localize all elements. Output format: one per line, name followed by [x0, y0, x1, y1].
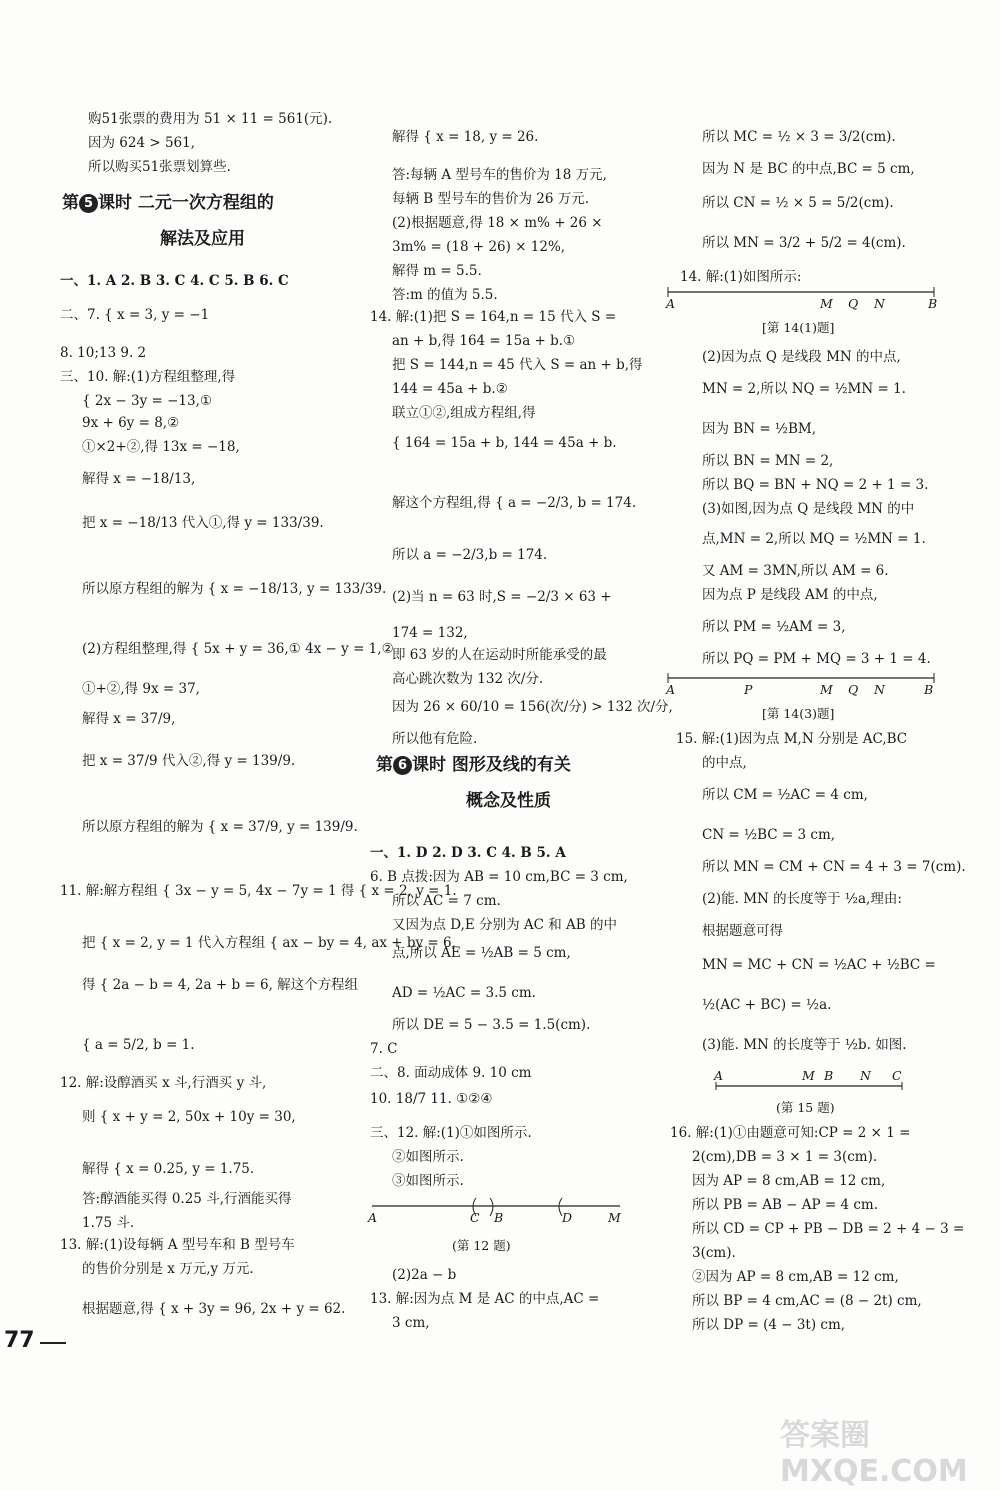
text-line: (2)因为点 Q 是线段 MN 的中点,: [702, 349, 901, 365]
text-line: 8. 10;13 9. 2: [60, 345, 147, 361]
text-line: 把 x = 37/9 代入②,得 y = 139/9.: [82, 753, 296, 769]
text-line: ①×2+②,得 13x = −18,: [82, 439, 240, 455]
figure-12-label-d: D: [562, 1210, 573, 1225]
figure-15-label-b: B: [824, 1068, 834, 1083]
text-line: 所以 CN = ½ × 5 = 5/2(cm).: [702, 195, 894, 211]
lesson-number-badge: 6: [393, 756, 412, 775]
text-line: 解得 { x = 18, y = 26.: [392, 129, 539, 145]
text-line: 所以 CD = CP + PB − DB = 2 + 4 − 3 =: [692, 1221, 965, 1237]
figure-14-3-caption: [第 14(3)题]: [762, 706, 835, 721]
text-line: MN = 2,所以 NQ = ½MN = 1.: [702, 381, 906, 397]
text-line: 所以 AC = 7 cm.: [392, 893, 501, 909]
figure-14-1-diagram: [664, 284, 940, 298]
text-line: 解得 x = −18/13,: [82, 471, 196, 487]
figure-14-1-label-q: Q: [848, 296, 859, 311]
text-line: 三、12. 解:(1)①如图所示.: [370, 1125, 532, 1141]
figure-14-1-label-b: B: [928, 296, 938, 311]
text-line: CN = ½BC = 3 cm,: [702, 827, 836, 843]
text-line: 所以 DE = 5 − 3.5 = 1.5(cm).: [392, 1017, 591, 1033]
figure-14-1-label-m: M: [820, 296, 833, 311]
page-number-rule: [40, 1342, 66, 1344]
text-line: 的中点,: [702, 755, 747, 771]
watermark-logo: 答案圈 MXQE.COM: [780, 1418, 968, 1489]
text-line: 答:醇酒能买得 0.25 斗,行酒能买得: [82, 1191, 292, 1207]
text-line: { 2x − 3y = −13,①: [82, 393, 212, 409]
text-line: 12. 解:设醇酒买 x 斗,行酒买 y 斗,: [60, 1075, 267, 1091]
text-line: 144 = 45a + b.②: [392, 381, 508, 397]
text-line: 每辆 B 型号车的售价为 26 万元.: [392, 191, 590, 207]
figure-14-1-caption: [第 14(1)题]: [762, 320, 835, 335]
figure-15-label-c: C: [892, 1068, 902, 1083]
text-line: 的售价分别是 x 万元,y 万元.: [82, 1261, 254, 1277]
text-line: (2)能. MN 的长度等于 ½a,理由:: [702, 891, 902, 907]
text-line: 所以 BP = 4 cm,AC = (8 − 2t) cm,: [692, 1293, 922, 1309]
text-line: 则 { x + y = 2, 50x + 10y = 30,: [82, 1109, 296, 1125]
text-line: 所以他有危险.: [392, 731, 478, 747]
lesson-6-heading: 第 6 课时 图形及线的有关: [376, 755, 571, 775]
text-line: 3 cm,: [392, 1315, 430, 1331]
text-line: 把 S = 144,n = 45 代入 S = an + b,得: [392, 357, 643, 373]
text-line: an + b,得 164 = 15a + b.①: [392, 333, 576, 349]
text-line: 所以 PM = ½AM = 3,: [702, 619, 846, 635]
figure-12-label-a: A: [368, 1210, 378, 1225]
text-line: 又因为点 D,E 分别为 AC 和 AB 的中: [392, 917, 617, 933]
figure-15-label-a: A: [714, 1068, 724, 1083]
text-line: 15. 解:(1)因为点 M,N 分别是 AC,BC: [676, 731, 908, 747]
text-line: 1.75 斗.: [82, 1215, 135, 1231]
figure-14-3-label-a: A: [666, 682, 676, 697]
text-line: ②因为 AP = 8 cm,AB = 12 cm,: [692, 1269, 899, 1285]
page-number: 77: [4, 1328, 35, 1353]
text-line: 6. B 点拨:因为 AB = 10 cm,BC = 3 cm,: [370, 869, 628, 885]
text-line: 所以 CM = ½AC = 4 cm,: [702, 787, 868, 803]
text-line: 联立①②,组成方程组,得: [392, 405, 536, 421]
text-line: 所以原方程组的解为 { x = −18/13, y = 133/39.: [82, 581, 387, 597]
text-line: 14. 解:(1)如图所示:: [680, 269, 802, 285]
text-line: 根据题意,得 { x + 3y = 96, 2x + y = 62.: [82, 1301, 346, 1317]
figure-15-label-m: M: [802, 1068, 815, 1083]
text-line: 即 63 岁的人在运动时所能承受的最: [392, 647, 607, 663]
text-line: 13. 解:(1)设每辆 A 型号车和 B 型号车: [60, 1237, 295, 1253]
text-line: 3(cm).: [692, 1245, 736, 1261]
text-line: 所以 a = −2/3,b = 174.: [392, 547, 548, 563]
text-line: { 164 = 15a + b, 144 = 45a + b.: [392, 435, 617, 451]
text-line: 16. 解:(1)①由题意可知:CP = 2 × 1 =: [670, 1125, 911, 1141]
text-line: 答:每辆 A 型号车的售价为 18 万元,: [392, 167, 607, 183]
text-line: { a = 5/2, b = 1.: [82, 1037, 195, 1053]
figure-14-1-label-n: N: [874, 296, 885, 311]
figure-14-3-label-m: M: [820, 682, 833, 697]
text-line: 三、10. 解:(1)方程组整理,得: [60, 369, 236, 385]
text-line: 解这个方程组,得 { a = −2/3, b = 174.: [392, 495, 637, 511]
text-line: ①+②,得 9x = 37,: [82, 681, 200, 697]
text-line: 所以 MC = ½ × 3 = 3/2(cm).: [702, 129, 896, 145]
text-line: 把 { x = 2, y = 1 代入方程组 { ax − by = 4, ax + by = 6,: [82, 935, 456, 951]
figure-14-3-label-b: B: [924, 682, 934, 697]
text-line: 因为 N 是 BC 的中点,BC = 5 cm,: [702, 161, 915, 177]
text-line: (3)能. MN 的长度等于 ½b. 如图.: [702, 1037, 907, 1053]
text-line: 所以 MN = CM + CN = 4 + 3 = 7(cm).: [702, 859, 966, 875]
text-line: 解得 m = 5.5.: [392, 263, 482, 279]
text-line: (2)2a − b: [392, 1267, 457, 1283]
text-line: 点,MN = 2,所以 MQ = ½MN = 1.: [702, 531, 926, 547]
lesson-5-heading: 第 5 课时 二元一次方程组的: [62, 193, 274, 213]
figure-14-3-label-p: P: [744, 682, 753, 697]
figure-12-label-b: B: [494, 1210, 504, 1225]
text-line: 二、7. { x = 3, y = −1: [60, 307, 210, 323]
figure-12-label-c: C: [470, 1210, 480, 1225]
text-line: 2(cm),DB = 3 × 1 = 3(cm).: [692, 1149, 878, 1165]
text-line: 9x + 6y = 8,②: [82, 415, 180, 431]
text-line: 一、1. D 2. D 3. C 4. B 5. A: [370, 845, 566, 861]
text-line: 因为点 P 是线段 AM 的中点,: [702, 587, 878, 603]
text-line: 所以 BQ = BN + NQ = 2 + 1 = 3.: [702, 477, 929, 493]
text-line: 14. 解:(1)把 S = 164,n = 15 代入 S =: [370, 309, 617, 325]
figure-15-caption: (第 15 题): [776, 1100, 835, 1115]
text-line: 高心跳次数为 132 次/分.: [392, 671, 544, 687]
text-line: (2)当 n = 63 时,S = −2/3 × 63 +: [392, 589, 612, 605]
figure-14-3-label-n: N: [874, 682, 885, 697]
text-line: ③如图所示.: [392, 1173, 464, 1189]
text-line: AD = ½AC = 3.5 cm.: [392, 985, 536, 1001]
lesson-5-heading-line2: 解法及应用: [160, 229, 245, 249]
text-line: 答:m 的值为 5.5.: [392, 287, 498, 303]
figure-15-diagram: [712, 1080, 906, 1092]
text-line: 13. 解:因为点 M 是 AC 的中点,AC =: [370, 1291, 600, 1307]
text-line: 解得 x = 37/9,: [82, 711, 176, 727]
text-line: 所以原方程组的解为 { x = 37/9, y = 139/9.: [82, 819, 358, 835]
text-line: 因为 624 > 561,: [88, 135, 196, 151]
figure-12-caption: (第 12 题): [452, 1238, 511, 1253]
lesson-number-badge: 5: [79, 194, 98, 213]
figure-15-label-n: N: [860, 1068, 871, 1083]
text-line: (3)如图,因为点 Q 是线段 MN 的中: [702, 501, 915, 517]
text-line: 所以 MN = 3/2 + 5/2 = 4(cm).: [702, 235, 906, 251]
text-line: (2)方程组整理,得 { 5x + y = 36,① 4x − y = 1,②: [82, 641, 394, 657]
text-line: 购51张票的费用为 51 × 11 = 561(元).: [88, 111, 333, 127]
text-line: MN = MC + CN = ½AC + ½BC =: [702, 957, 936, 973]
text-line: ½(AC + BC) = ½a.: [702, 997, 832, 1013]
text-line: 所以 DP = (4 − 3t) cm,: [692, 1317, 846, 1333]
text-line: 因为 BN = ½BM,: [702, 421, 817, 437]
figure-14-3-label-q: Q: [848, 682, 859, 697]
text-line: 174 = 132,: [392, 625, 468, 641]
text-line: 所以 PQ = PM + MQ = 3 + 1 = 4.: [702, 651, 931, 667]
text-line: 所以 BN = MN = 2,: [702, 453, 834, 469]
lesson-6-heading-line2: 概念及性质: [466, 791, 551, 811]
text-line: 所以 PB = AB − AP = 4 cm.: [692, 1197, 879, 1213]
text-line: 7. C: [370, 1041, 398, 1057]
figure-14-3-diagram: [664, 670, 940, 684]
figure-12-label-m: M: [608, 1210, 621, 1225]
text-line: 所以购买51张票划算些.: [88, 159, 231, 175]
text-line: 点,所以 AE = ½AB = 5 cm,: [392, 945, 571, 961]
text-line: 解得 { x = 0.25, y = 1.75.: [82, 1161, 255, 1177]
text-line: 因为 AP = 8 cm,AB = 12 cm,: [692, 1173, 886, 1189]
figure-14-1-label-a: A: [666, 296, 676, 311]
text-line: ②如图所示.: [392, 1149, 464, 1165]
text-line: 3m% = (18 + 26) × 12%,: [392, 239, 566, 255]
text-line: 根据题意可得: [702, 923, 783, 939]
text-line: 一、1. A 2. B 3. C 4. C 5. B 6. C: [60, 273, 289, 289]
text-line: 二、8. 面动成体 9. 10 cm: [370, 1065, 532, 1081]
text-line: 得 { 2a − b = 4, 2a + b = 6, 解这个方程组: [82, 977, 359, 993]
text-line: 11. 解:解方程组 { 3x − y = 5, 4x − 7y = 1 得 { x = 2, y = 1.: [60, 883, 457, 899]
text-line: 10. 18/7 11. ①②④: [370, 1091, 493, 1107]
text-line: 又 AM = 3MN,所以 AM = 6.: [702, 563, 889, 579]
text-line: (2)根据题意,得 18 × m% + 26 ×: [392, 215, 603, 231]
text-line: 因为 26 × 60/10 = 156(次/分) > 132 次/分,: [392, 699, 673, 715]
text-line: 把 x = −18/13 代入①,得 y = 133/39.: [82, 515, 324, 531]
